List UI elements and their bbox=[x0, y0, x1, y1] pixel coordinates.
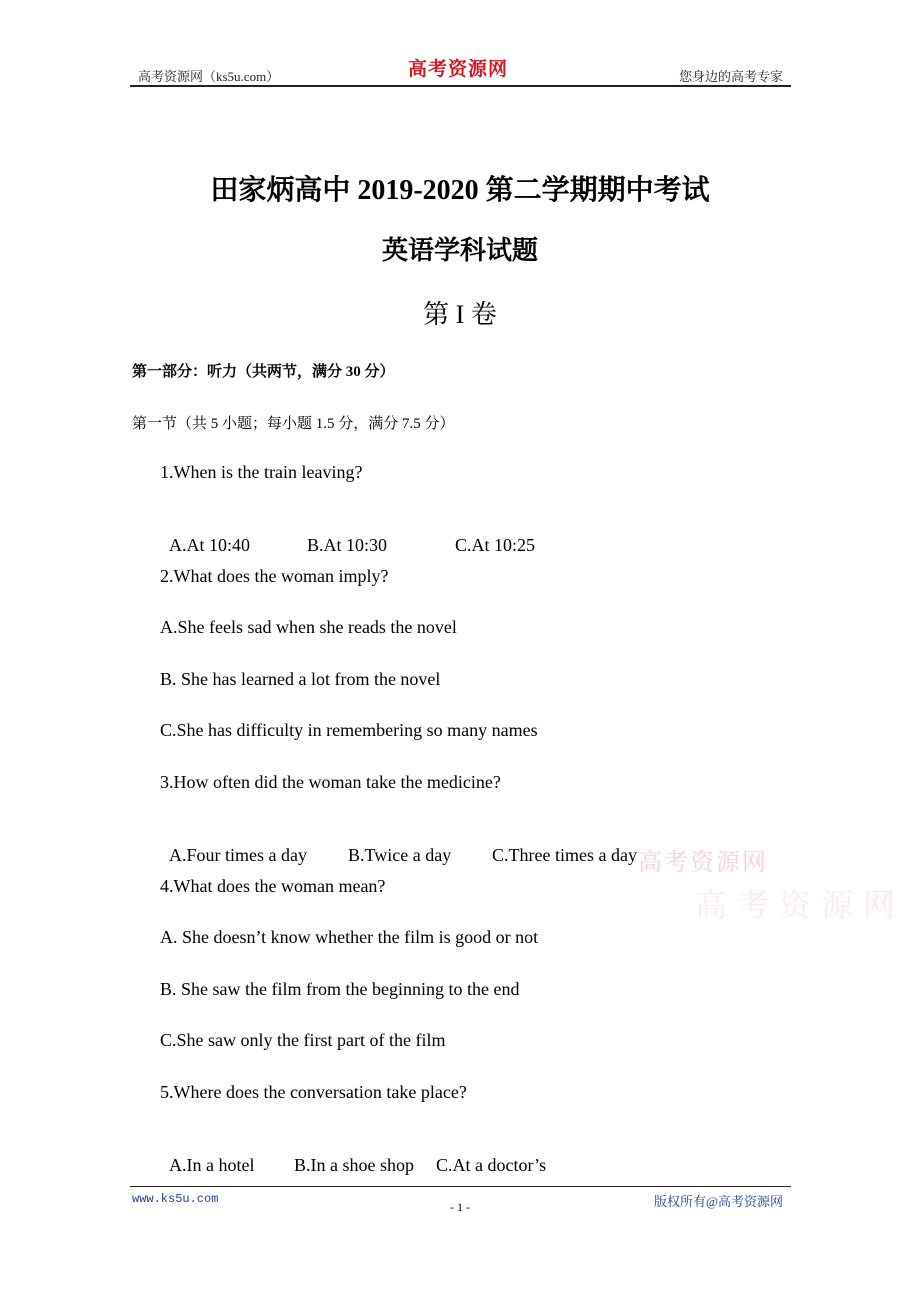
option-b: B.In a shoe shop bbox=[294, 1155, 414, 1175]
option-b: B.Twice a day bbox=[348, 845, 452, 865]
page-number: - 1 - bbox=[450, 1200, 470, 1214]
part-heading: 第一部分：听力（共两节，满分 30 分） bbox=[132, 364, 395, 380]
question-5-options bbox=[160, 1134, 546, 1176]
question-4-option-b: B. She saw the film from the beginning to the end bbox=[160, 979, 520, 999]
question-2-option-b: B. She has learned a lot from the novel bbox=[160, 669, 441, 689]
question-4-option-c: C.She saw only the first part of the film bbox=[160, 1030, 446, 1050]
question-2-option-c: C.She has difficulty in remembering so many names bbox=[160, 720, 538, 740]
option-c: C.At 10:25 bbox=[455, 535, 536, 555]
footer-copyright: 版权所有@高考资源网 bbox=[654, 1194, 783, 1209]
question-2-option-a: A.She feels sad when she reads the novel bbox=[160, 617, 457, 637]
question-3-options bbox=[160, 824, 637, 866]
footer-divider bbox=[130, 1186, 791, 1187]
question-4-option-a: A. She doesn’t know whether the film is good or not bbox=[160, 927, 539, 947]
section-heading: 第一节（共 5 小题；每小题 1.5 分，满分 7.5 分） bbox=[132, 416, 455, 432]
question-3: 3.How often did the woman take the medicine? bbox=[160, 772, 501, 792]
option-a: A.At 10:40 bbox=[169, 535, 250, 555]
question-4: 4.What does the woman mean? bbox=[160, 876, 386, 896]
question-5: 5.Where does the conversation take place? bbox=[160, 1082, 467, 1102]
subject-title: 英语学科试题 bbox=[381, 236, 538, 265]
footer-website-link[interactable]: www.ks5u.com bbox=[132, 1192, 219, 1206]
volume-title: 第 I 卷 bbox=[423, 300, 497, 329]
option-c: C.Three times a day bbox=[492, 845, 637, 865]
header-divider bbox=[130, 85, 791, 87]
header-logo: 高考资源网 bbox=[408, 59, 509, 80]
question-2: 2.What does the woman imply? bbox=[160, 566, 389, 586]
header-site-name: 高考资源网（ks5u.com） bbox=[138, 69, 280, 84]
watermark-large: 高考资源网 bbox=[695, 887, 906, 923]
exam-title: 田家炳高中 2019-2020 第二学期期中考试 bbox=[210, 175, 710, 206]
watermark-small: 高考资源网 bbox=[638, 850, 768, 876]
header-slogan: 您身边的高考专家 bbox=[678, 69, 783, 84]
question-1-options bbox=[160, 514, 535, 556]
option-c: C.At a doctor’s bbox=[436, 1155, 547, 1175]
option-b: B.At 10:30 bbox=[307, 535, 388, 555]
question-1: 1.When is the train leaving? bbox=[160, 462, 363, 482]
option-a: A.In a hotel bbox=[169, 1155, 255, 1175]
option-a: A.Four times a day bbox=[169, 845, 307, 865]
